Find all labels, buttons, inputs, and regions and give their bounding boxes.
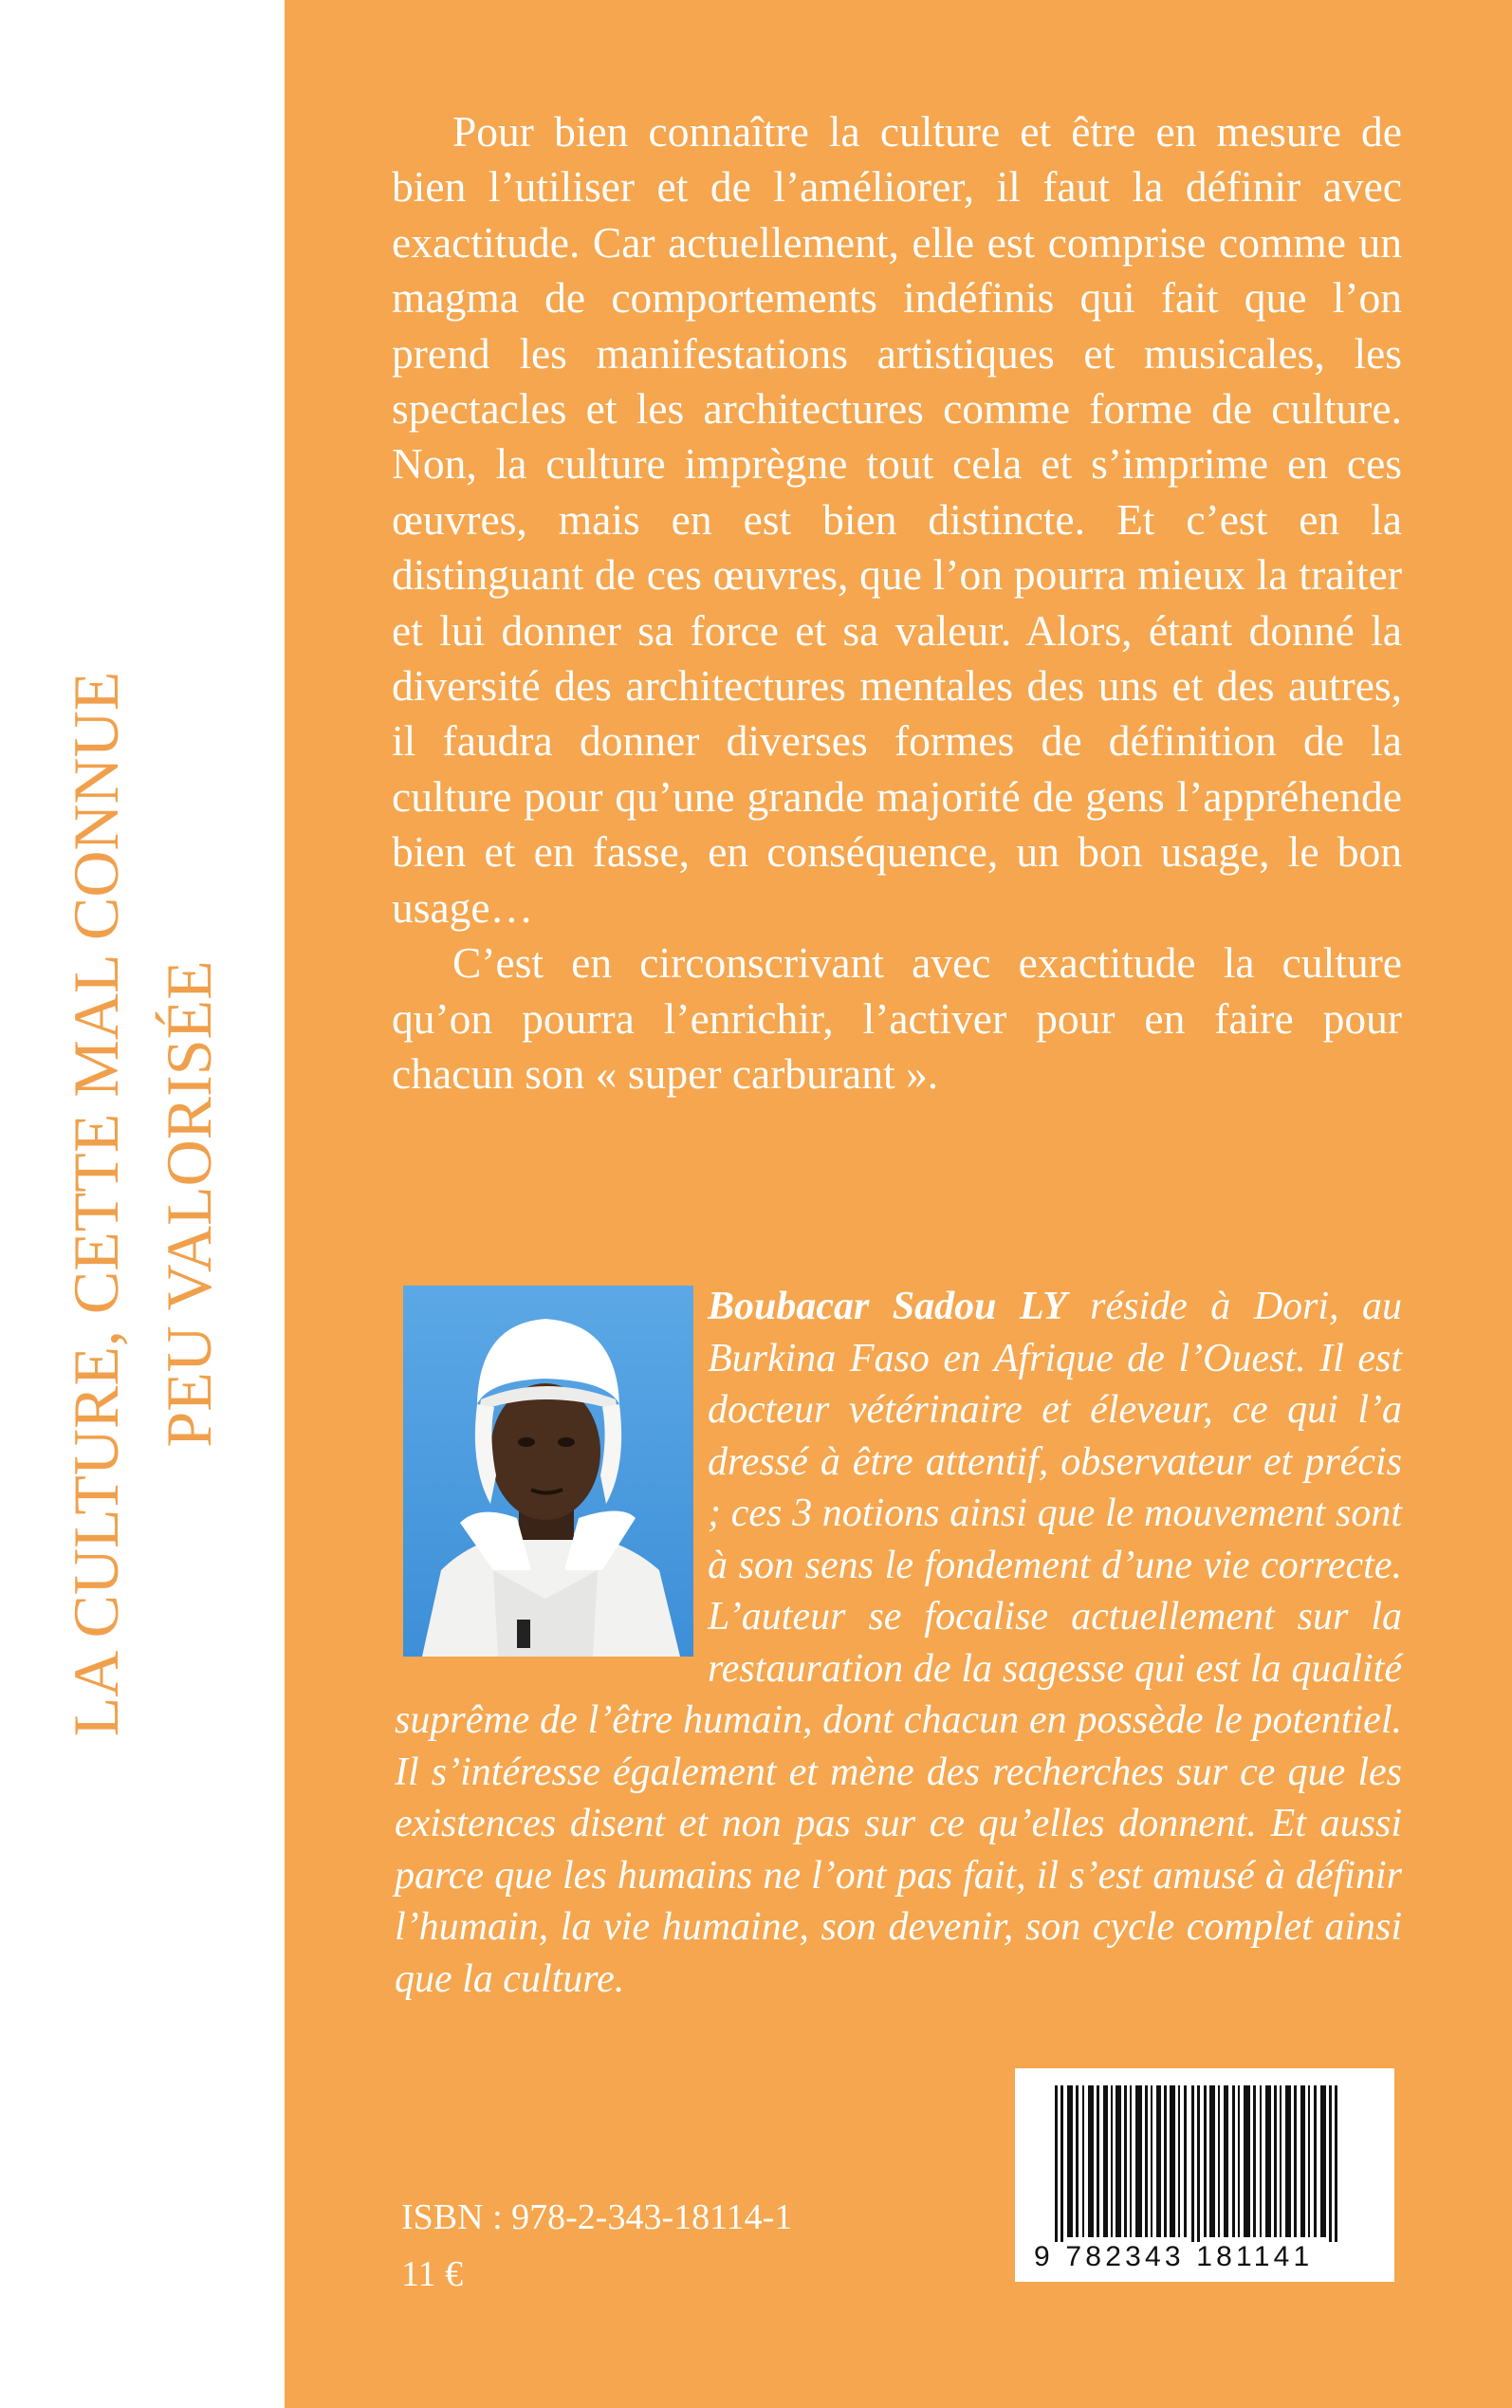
blurb-paragraph-1: Pour bien connaître la culture et être en mesure de bien l’utiliser et de l’améliorer, il faut la définir avec exactitude. Car actuellement, elle est comprise comme un magma de comportements indéfinis qui fait que l’on prend les manifestations artistiques et musicales, les spectacles et les architectures comme forme de culture. Non, la culture imprègne tout cela et s’imprime en ces œuvres, mais en est bien distincte. Et c’est en la distinguant de ces œuvres, que l’on pourra mieux la traiter et lui donner sa force et sa valeur. Alors, étant donné la diversité des architectures mentales des uns et des autres, il faudra donner diverses formes de définition de la culture pour qu’une grande majorité de gens l’appréhende bien et en fasse, en conséquence, un bon usage, le bon usage… [392, 107, 1402, 932]
book-spine [0, 0, 285, 2408]
spine-title [49, 672, 235, 1737]
barcode [1015, 2068, 1394, 2282]
author-name: Boubacar Sadou LY [708, 1285, 1067, 1328]
book-blurb [392, 104, 1402, 1102]
spine-title-line-1: LA CULTURE, CETTE MAL CONNUE [60, 671, 132, 1737]
author-bio-text: réside à Dori, au Burkina Faso en Afrique de l’Ouest. Il est docteur vétérinaire et éleveur, ce qui l’a dressé à être attentif, observateur et précis ; ces 3 notions ainsi que le mouvement sont à son sens le fondement d’une vie correcte. L’auteur se focalise actuellement sur la restauration de la sagesse qui est la qualité suprême de l’être humain, dont chacun en possède le potentiel. Il s’intéresse également et mène des recherches sur ce que les existences disent et non pas sur ce qu’elles donnent. Et aussi parce que les humains ne l’ont pas fait, il s’est amusé à définir l’humain, la vie humaine, son devenir, son cycle complet ainsi que la culture. [395, 1285, 1402, 2001]
blurb-paragraph-2: C’est en circonscrivant avec exactitude la culture qu’on pourra l’enrichir, l’activer pour en faire pour chacun son « super carburant ». [392, 938, 1402, 1098]
isbn: ISBN : 978-2-343-18114-1 [401, 2197, 793, 2237]
author-photo [403, 1286, 693, 1657]
price: 11 € [401, 2254, 464, 2294]
spine-title-line-2: PEU VALORISÉE [153, 960, 225, 1448]
barcode-digits: 9 782343 181141 [1034, 2241, 1314, 2272]
